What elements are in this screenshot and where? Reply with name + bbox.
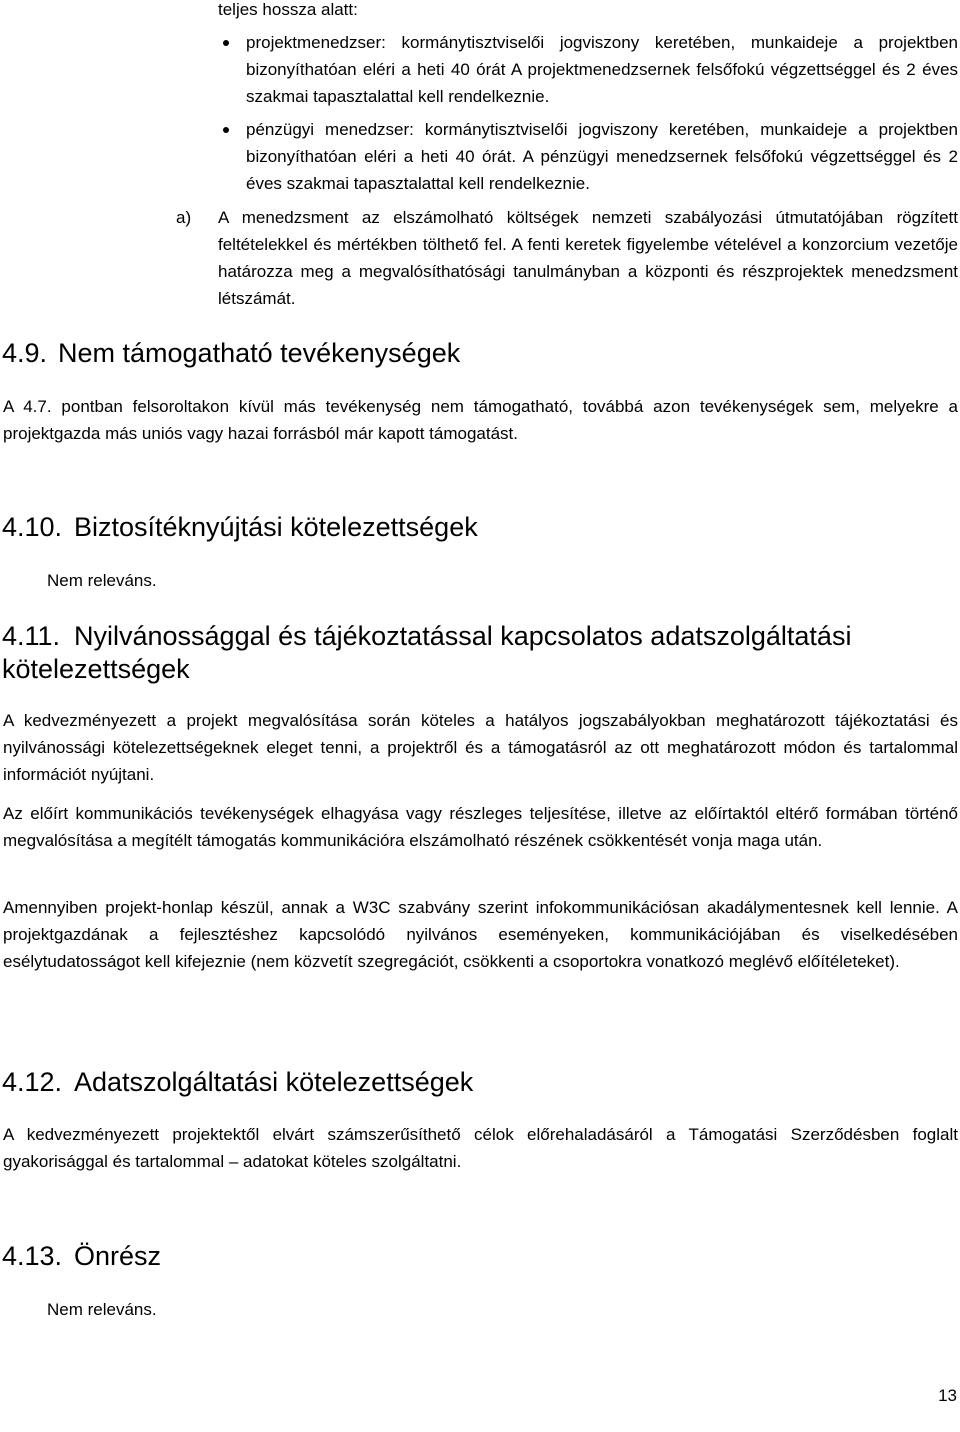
page-number: 13	[938, 1386, 957, 1405]
section-number: 4.12.	[2, 1067, 63, 1097]
section-heading	[2, 1240, 952, 1273]
list-marker: a)	[176, 208, 192, 227]
bullet-item: pénzügyi menedzser: kormánytisztviselői jogviszony keretében, munkaideje a projektben bizonyíthatóan eléri a heti 40 órát. A pénzügyi menedzsernek felsőfokú végzettséggel és 2 éves szakmai tapasztalattal kell rendelkeznie.	[246, 120, 958, 193]
bullet-marker	[223, 127, 229, 133]
section-title: Önrész	[74, 1241, 162, 1271]
paragraph: Az előírt kommunikációs tevékenységek elhagyása vagy részleges teljesítése, illetve az előírtaktól eltérő formában történő megvalósítása a megítélt támogatás kommunikációra elszámolható részének csökkentését vonja maga után.	[3, 804, 958, 850]
section-number: 4.13.	[2, 1241, 63, 1271]
paragraph: A 4.7. pontban felsoroltakon kívül más tevékenység nem támogatható, továbbá azon tevékenységek sem, melyekre a projektgazda más uniós vagy hazai forrásból már kapott támogatást.	[3, 397, 958, 443]
section-heading	[2, 1066, 952, 1099]
paragraph: Amennyiben projekt-honlap készül, annak a W3C szabvány szerint infokommunikációsan akadálymentesnek kell lennie. A projektgazdának a fejlesztéshez kapcsolódó nyilvános eseményeken, kommunikációjában és viselkedésében esélytudatosságot kell kifejeznie (nem közvetít szegregációt, csökkenti a csoportokra vonatkozó meglévő előítéleteket).	[3, 898, 958, 971]
section-title: Nem támogatható tevékenységek	[58, 338, 461, 368]
section-number: 4.9.	[2, 338, 48, 368]
intro-line: teljes hossza alatt:	[218, 0, 358, 19]
section-title: Nyilvánossággal és tájékoztatással kapcsolatos adatszolgáltatási kötelezettségek	[2, 621, 852, 684]
section-title: Biztosítéknyújtási kötelezettségek	[74, 512, 478, 542]
paragraph: Nem releváns.	[47, 1300, 157, 1319]
bullet-item: projektmenedzser: kormánytisztviselői jogviszony keretében, munkaideje a projektben bizonyíthatóan eléri a heti 40 órát A projektmenedzsernek felsőfokú végzettséggel és 2 éves szakmai tapasztalattal kell rendelkeznie.	[246, 33, 958, 106]
section-heading	[2, 511, 952, 544]
bullet-marker	[223, 40, 229, 46]
section-number: 4.11.	[2, 621, 61, 651]
section-heading	[2, 337, 952, 370]
list-item-text: A menedzsment az elszámolható költségek nemzeti szabályozási útmutatójában rögzített feltételekkel és mértékben tölthető fel. A fenti keretek figyelembe vételével a konzorcium vezetője határozza meg a megvalósíthatósági tanulmányban a központi és részprojektek menedzsment létszámát.	[218, 208, 958, 308]
paragraph: Nem releváns.	[47, 571, 157, 590]
section-title: Adatszolgáltatási kötelezettségek	[74, 1067, 474, 1097]
paragraph: A kedvezményezett a projekt megvalósítása során köteles a hatályos jogszabályokban meghatározott tájékoztatási és nyilvánossági kötelezettségeknek eleget tenni, a projektről és a támogatásról az ott meghatározott módon és tartalommal információt nyújtani.	[3, 711, 958, 784]
section-number: 4.10.	[2, 512, 63, 542]
paragraph: A kedvezményezett projektektől elvárt számszerűsíthető célok előrehaladásáról a Támogatási Szerződésben foglalt gyakorisággal és tartalommal – adatokat köteles szolgáltatni.	[3, 1125, 958, 1171]
section-heading	[2, 620, 952, 686]
